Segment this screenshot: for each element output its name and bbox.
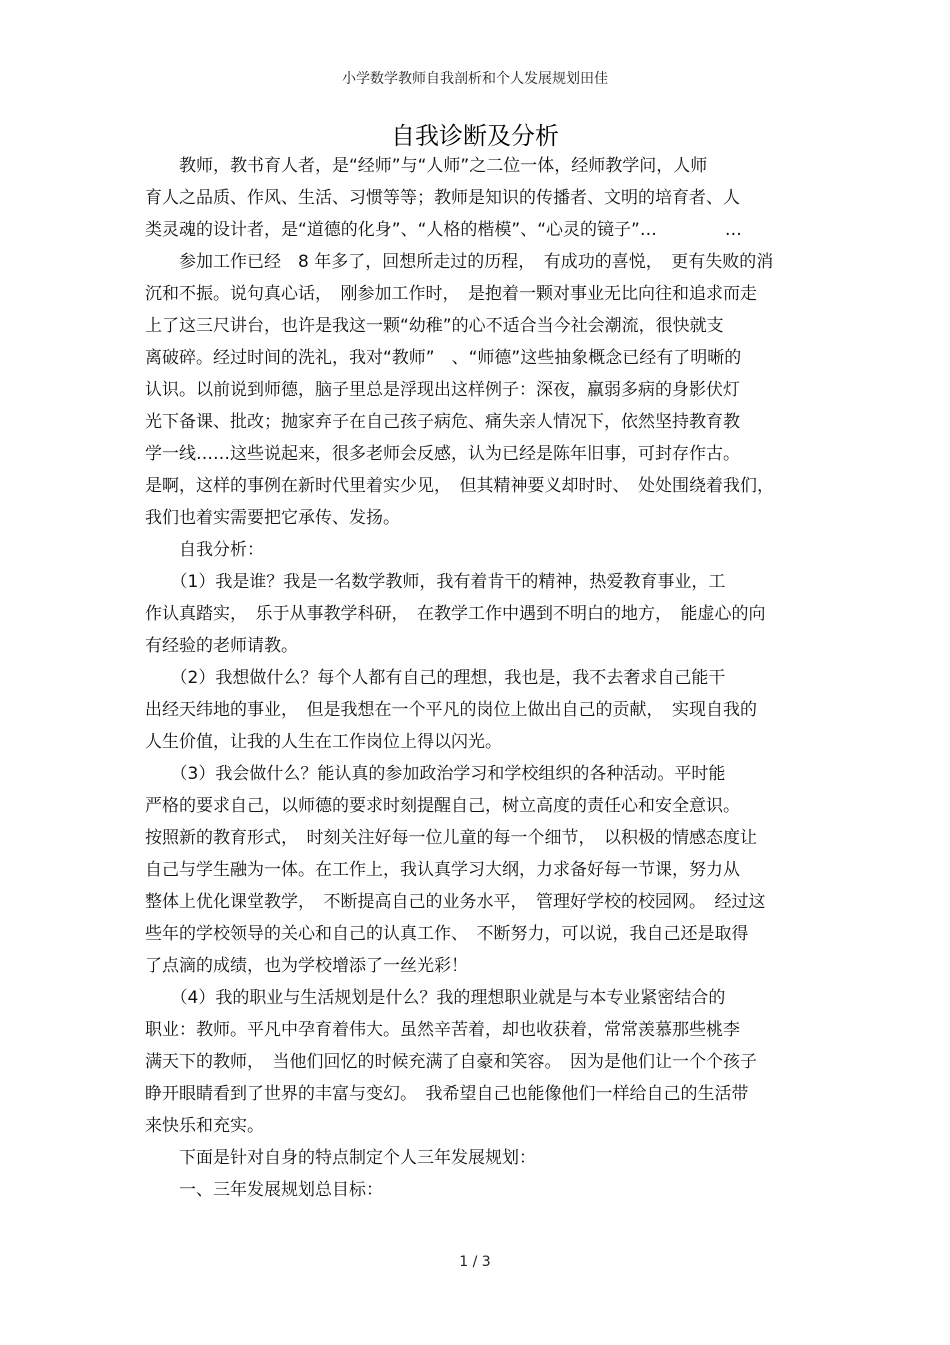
running-header: 小学数学教师自我剖析和个人发展规划田佳 <box>342 71 608 87</box>
text-line: 光下备课、批改；抛家弃子在自己孩子病危、痛失亲人情况下，依然坚持教育教 <box>145 412 740 432</box>
text-line: （3）我会做什么？能认真的参加政治学习和学校组织的各种活动。平时能 <box>145 764 726 784</box>
text-line: 出经天纬地的事业， 但是我想在一个平凡的岗位上做出自己的贡献， 实现自我的 <box>145 700 757 720</box>
page-number: 1 / 3 <box>459 1254 491 1270</box>
text-line: 了点滴的成绩，也为学校增添了一丝光彩！ <box>145 956 468 976</box>
text-line: 离破碎。经过时间的洗礼，我对“教师” 、“师德”这些抽象概念已经有了明晰的 <box>145 348 742 368</box>
text-line: 类灵魂的设计者，是“道德的化身”、“人格的楷模”、“心灵的镜子”… … <box>145 220 742 240</box>
text-line: 来快乐和充实。 <box>145 1116 264 1136</box>
text-line: 整体上优化课堂教学， 不断提高自己的业务水平， 管理好学校的校园网。 经过这 <box>145 892 766 912</box>
document-title: 自我诊断及分析 <box>391 122 559 150</box>
text-line: （4）我的职业与生活规划是什么？我的理想职业就是与本专业紧密结合的 <box>145 988 726 1008</box>
text-line: 参加工作已经 8 年多了，回想所走过的历程， 有成功的喜悦， 更有失败的消 <box>145 252 774 272</box>
text-line: 沉和不振。说句真心话， 刚参加工作时， 是抱着一颗对事业无比向往和追求而走 <box>145 284 757 304</box>
body-text <box>145 150 805 1206</box>
text-line: （1）我是谁？我是一名数学教师，我有着肯干的精神，热爱教育事业，工 <box>145 572 726 592</box>
text-line: 作认真踏实， 乐于从事教学科研， 在教学工作中遇到不明白的地方， 能虚心的向 <box>145 604 766 624</box>
text-line: 严格的要求自己，以师德的要求时刻提醒自己，树立高度的责任心和安全意识。 <box>145 796 740 816</box>
text-line: 一、三年发展规划总目标： <box>145 1180 383 1200</box>
text-line: 我们也着实需要把它承传、发扬。 <box>145 508 400 528</box>
text-line: 有经验的老师请教。 <box>145 636 298 656</box>
text-line: 些年的学校领导的关心和自己的认真工作、 不断努力，可以说，我自己还是取得 <box>145 924 749 944</box>
text-line: 职业：教师。平凡中孕育着伟大。虽然辛苦着，却也收获着，常常羡慕那些桃李 <box>145 1020 740 1040</box>
text-line: 下面是针对自身的特点制定个人三年发展规划： <box>145 1148 536 1168</box>
text-line: （2）我想做什么？每个人都有自己的理想，我也是，我不去奢求自己能干 <box>145 668 726 688</box>
text-line: 自我分析： <box>145 540 264 560</box>
text-line: 自己与学生融为一体。在工作上，我认真学习大纲，力求备好每一节课，努力从 <box>145 860 740 880</box>
text-line: 人生价值，让我的人生在工作岗位上得以闪光。 <box>145 732 502 752</box>
text-line: 满天下的教师， 当他们回忆的时候充满了自豪和笑容。 因为是他们让一个个孩子 <box>145 1052 757 1072</box>
text-line: 睁开眼睛看到了世界的丰富与变幻。 我希望自己也能像他们一样给自己的生活带 <box>145 1084 749 1104</box>
text-line: 认识。以前说到师德，脑子里总是浮现出这样例子：深夜，羸弱多病的身影伏灯 <box>145 380 740 400</box>
text-line: 学一线……这些说起来，很多老师会反感，认为已经是陈年旧事，可封存作古。 <box>145 444 740 464</box>
text-line: 上了这三尺讲台，也许是我这一颗“幼稚”的心不适合当今社会潮流，很快就支 <box>145 316 724 336</box>
text-line: 按照新的教育形式， 时刻关注好每一位儿童的每一个细节， 以积极的情感态度让 <box>145 828 757 848</box>
text-line: 教师，教书育人者，是“经师”与“人师”之二位一体，经师教学问，人师 <box>145 156 708 176</box>
text-line: 育人之品质、作风、生活、习惯等等；教师是知识的传播者、文明的培育者、人 <box>145 188 740 208</box>
text-line: 是啊，这样的事例在新时代里着实少见， 但其精神要义却时时、 处处围绕着我们， <box>145 476 774 496</box>
